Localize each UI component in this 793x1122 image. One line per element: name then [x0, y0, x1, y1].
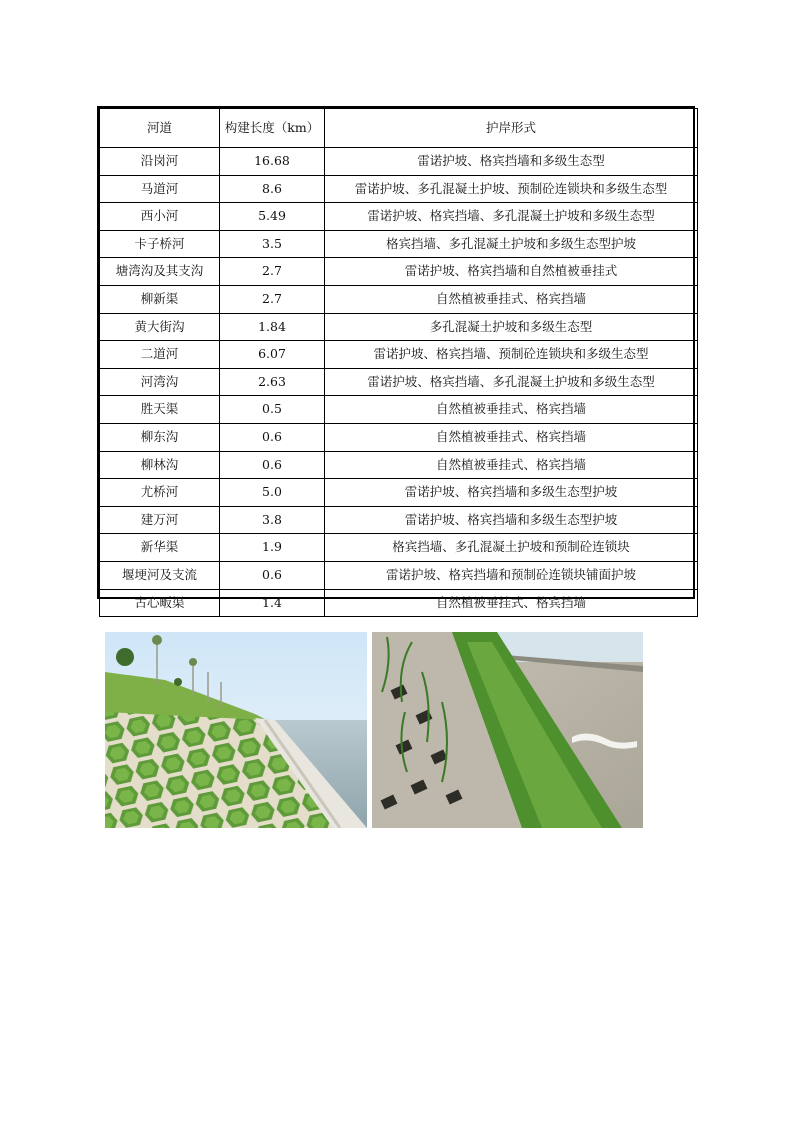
cell-river: 柳新渠 — [100, 285, 220, 313]
table-row — [100, 368, 698, 396]
table-row — [100, 258, 698, 286]
table-row — [100, 479, 698, 507]
cell-form: 雷诺护坡、格宾挡墙和多级生态型护坡 — [325, 479, 698, 507]
header-form: 护岸形式 — [325, 109, 698, 148]
cell-length: 0.6 — [220, 423, 325, 451]
cell-length: 3.8 — [220, 506, 325, 534]
cell-river: 西小河 — [100, 203, 220, 231]
cell-river: 塘湾沟及其支沟 — [100, 258, 220, 286]
table-row — [100, 230, 698, 258]
cell-form: 雷诺护坡、格宾挡墙和自然植被垂挂式 — [325, 258, 698, 286]
cell-length: 5.0 — [220, 479, 325, 507]
table-row — [100, 341, 698, 369]
cell-form: 雷诺护坡、格宾挡墙和多级生态型 — [325, 148, 698, 176]
riverbank-hexagon-grass-photo — [105, 632, 367, 828]
cell-form: 雷诺护坡、格宾挡墙、多孔混凝土护坡和多级生态型 — [325, 368, 698, 396]
table-row — [100, 396, 698, 424]
table-header-row — [100, 109, 698, 148]
table-row — [100, 506, 698, 534]
cell-river: 柳东沟 — [100, 423, 220, 451]
cell-length: 0.6 — [220, 561, 325, 589]
cell-form: 多孔混凝土护坡和多级生态型 — [325, 313, 698, 341]
table-row — [100, 534, 698, 562]
cell-river: 黄大街沟 — [100, 313, 220, 341]
cell-length: 1.4 — [220, 589, 325, 617]
table-row — [100, 203, 698, 231]
cell-river: 古心畈渠 — [100, 589, 220, 617]
table-row — [100, 148, 698, 176]
river-table — [97, 106, 695, 610]
cell-length: 0.5 — [220, 396, 325, 424]
cell-river: 新华渠 — [100, 534, 220, 562]
cell-length: 8.6 — [220, 175, 325, 203]
cell-length: 6.07 — [220, 341, 325, 369]
riverbank-planted-blocks-photo — [372, 632, 643, 828]
cell-form: 雷诺护坡、格宾挡墙和预制砼连锁块铺面护坡 — [325, 561, 698, 589]
cell-length: 2.7 — [220, 285, 325, 313]
cell-length: 16.68 — [220, 148, 325, 176]
cell-river: 堰埂河及支流 — [100, 561, 220, 589]
cell-form: 格宾挡墙、多孔混凝土护坡和预制砼连锁块 — [325, 534, 698, 562]
cell-form: 自然植被垂挂式、格宾挡墙 — [325, 396, 698, 424]
cell-form: 自然植被垂挂式、格宾挡墙 — [325, 423, 698, 451]
table-row — [100, 423, 698, 451]
cell-form: 雷诺护坡、格宾挡墙、预制砼连锁块和多级生态型 — [325, 341, 698, 369]
header-river: 河道 — [100, 109, 220, 148]
cell-length: 1.9 — [220, 534, 325, 562]
cell-river: 胜天渠 — [100, 396, 220, 424]
cell-length: 1.84 — [220, 313, 325, 341]
cell-form: 自然植被垂挂式、格宾挡墙 — [325, 285, 698, 313]
cell-river: 二道河 — [100, 341, 220, 369]
cell-form: 雷诺护坡、格宾挡墙和多级生态型护坡 — [325, 506, 698, 534]
cell-river: 卡子桥河 — [100, 230, 220, 258]
table-row — [100, 561, 698, 589]
cell-form: 自然植被垂挂式、格宾挡墙 — [325, 451, 698, 479]
table-row — [100, 313, 698, 341]
cell-form: 格宾挡墙、多孔混凝土护坡和多级生态型护坡 — [325, 230, 698, 258]
cell-river: 沿岗河 — [100, 148, 220, 176]
header-length: 构建长度（km） — [220, 109, 325, 148]
cell-length: 2.7 — [220, 258, 325, 286]
river-table-grid — [99, 108, 698, 617]
cell-form: 自然植被垂挂式、格宾挡墙 — [325, 589, 698, 617]
cell-length: 2.63 — [220, 368, 325, 396]
cell-form: 雷诺护坡、多孔混凝土护坡、预制砼连锁块和多级生态型 — [325, 175, 698, 203]
table-row — [100, 285, 698, 313]
cell-river: 河湾沟 — [100, 368, 220, 396]
cell-river: 尤桥河 — [100, 479, 220, 507]
cell-length: 5.49 — [220, 203, 325, 231]
cell-river: 建万河 — [100, 506, 220, 534]
table-row — [100, 451, 698, 479]
cell-river: 柳林沟 — [100, 451, 220, 479]
cell-length: 3.5 — [220, 230, 325, 258]
cell-length: 0.6 — [220, 451, 325, 479]
table-row — [100, 589, 698, 617]
cell-river: 马道河 — [100, 175, 220, 203]
cell-form: 雷诺护坡、格宾挡墙、多孔混凝土护坡和多级生态型 — [325, 203, 698, 231]
table-row — [100, 175, 698, 203]
